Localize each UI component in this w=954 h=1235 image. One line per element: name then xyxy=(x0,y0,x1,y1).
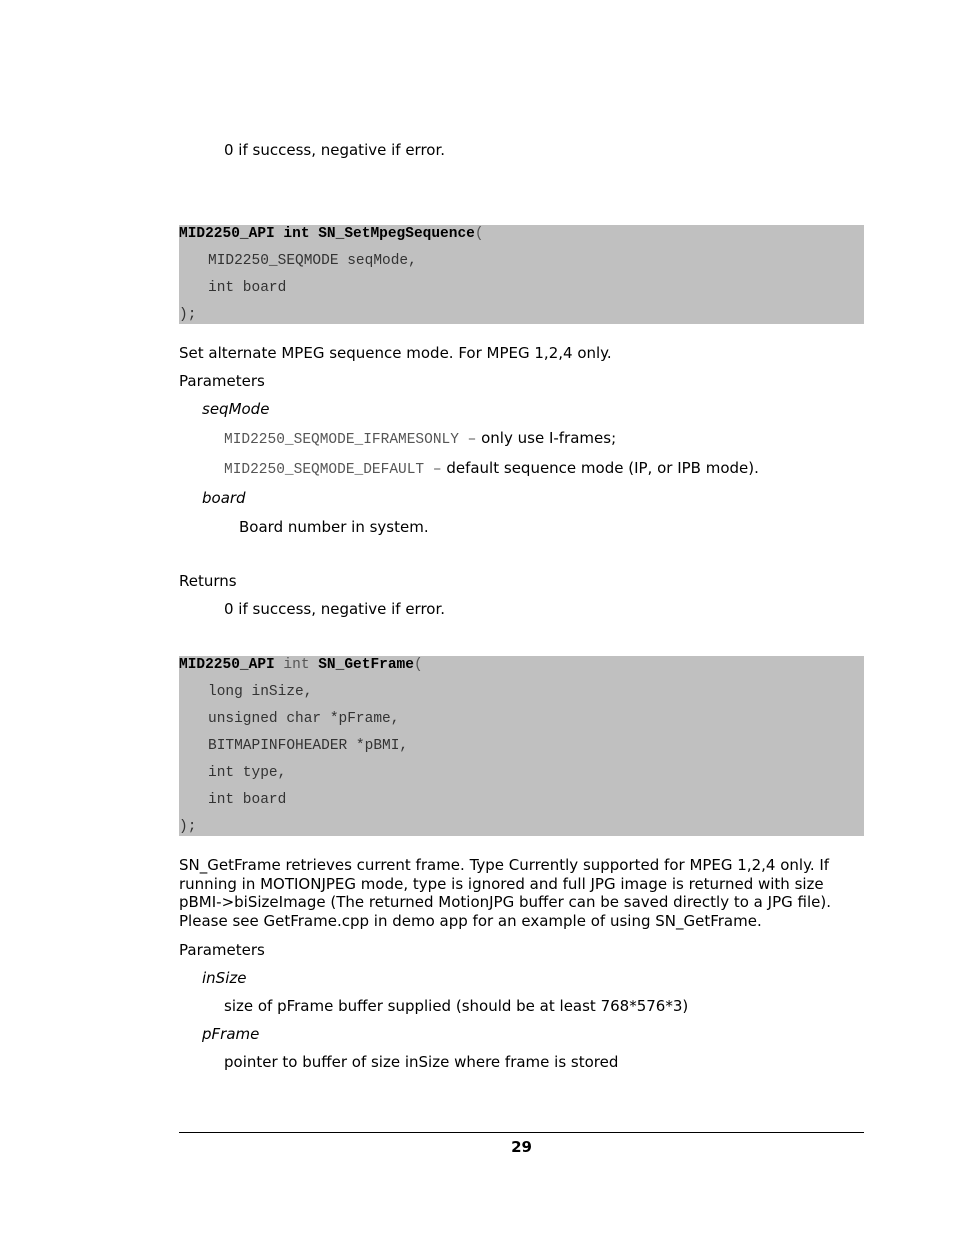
signature-type: int xyxy=(274,657,319,673)
param-option xyxy=(224,429,616,449)
open-paren: ( xyxy=(474,226,484,242)
signature-prefix: MID2250_API int xyxy=(179,226,319,242)
function-description: Set alternate MPEG sequence mode. For MPEG 1,2,4 only. xyxy=(179,344,612,362)
param-description: pointer to buffer of size inSize where frame is stored xyxy=(224,1053,619,1071)
function-signature xyxy=(179,656,423,674)
page-number: 29 xyxy=(511,1138,532,1156)
param-description: Board number in system. xyxy=(239,518,429,536)
param-name: seqMode xyxy=(202,400,270,418)
open-paren: ( xyxy=(413,657,423,673)
param-option xyxy=(224,459,759,479)
function-description: SN_GetFrame retrieves current frame. Type Currently supported for MPEG 1,2,4 only. If running in MOTIONJPEG mode, type is ignored and full JPG image is returned with size pBMI->biSizeImage (The returned MotionJPG buffer can be saved directly to a JPG file). Please see GetFrame.cpp in demo app for an example of using SN_GetFrame. xyxy=(179,856,831,930)
parameters-heading: Parameters xyxy=(179,941,265,959)
signature-prefix: MID2250_API xyxy=(179,657,275,673)
code-param-line: int board xyxy=(208,280,287,296)
code-block-set-mpeg-sequence xyxy=(179,225,864,324)
returns-heading: Returns xyxy=(179,572,237,590)
param-name: pFrame xyxy=(202,1025,260,1043)
param-description: size of pFrame buffer supplied (should be at least 768*576*3) xyxy=(224,997,689,1015)
param-name: board xyxy=(202,489,246,507)
code-close-line: ); xyxy=(179,307,197,323)
code-param-line: BITMAPINFOHEADER *pBMI, xyxy=(208,738,409,754)
option-text: only use I-frames; xyxy=(481,429,617,447)
option-text: default sequence mode (IP, or IPB mode). xyxy=(446,459,759,477)
code-close-line: ); xyxy=(179,819,197,835)
function-name: SN_GetFrame xyxy=(318,657,414,673)
returns-value-text: 0 if success, negative if error. xyxy=(224,141,446,159)
code-param-line: long inSize, xyxy=(208,684,313,700)
code-param-line: unsigned char *pFrame, xyxy=(208,711,400,727)
parameters-heading: Parameters xyxy=(179,372,265,390)
returns-value-text: 0 if success, negative if error. xyxy=(224,600,446,618)
function-signature xyxy=(179,225,484,243)
code-param-line: MID2250_SEQMODE seqMode, xyxy=(208,253,417,269)
code-param-line: int type, xyxy=(208,765,287,781)
code-param-line: int board xyxy=(208,792,287,808)
code-block-get-frame xyxy=(179,656,864,836)
function-name: SN_SetMpegSequence xyxy=(318,226,475,242)
param-name: inSize xyxy=(202,969,247,987)
footer-rule xyxy=(179,1132,864,1133)
option-code: MID2250_SEQMODE_DEFAULT – xyxy=(224,462,442,478)
option-code: MID2250_SEQMODE_IFRAMESONLY – xyxy=(224,432,477,448)
